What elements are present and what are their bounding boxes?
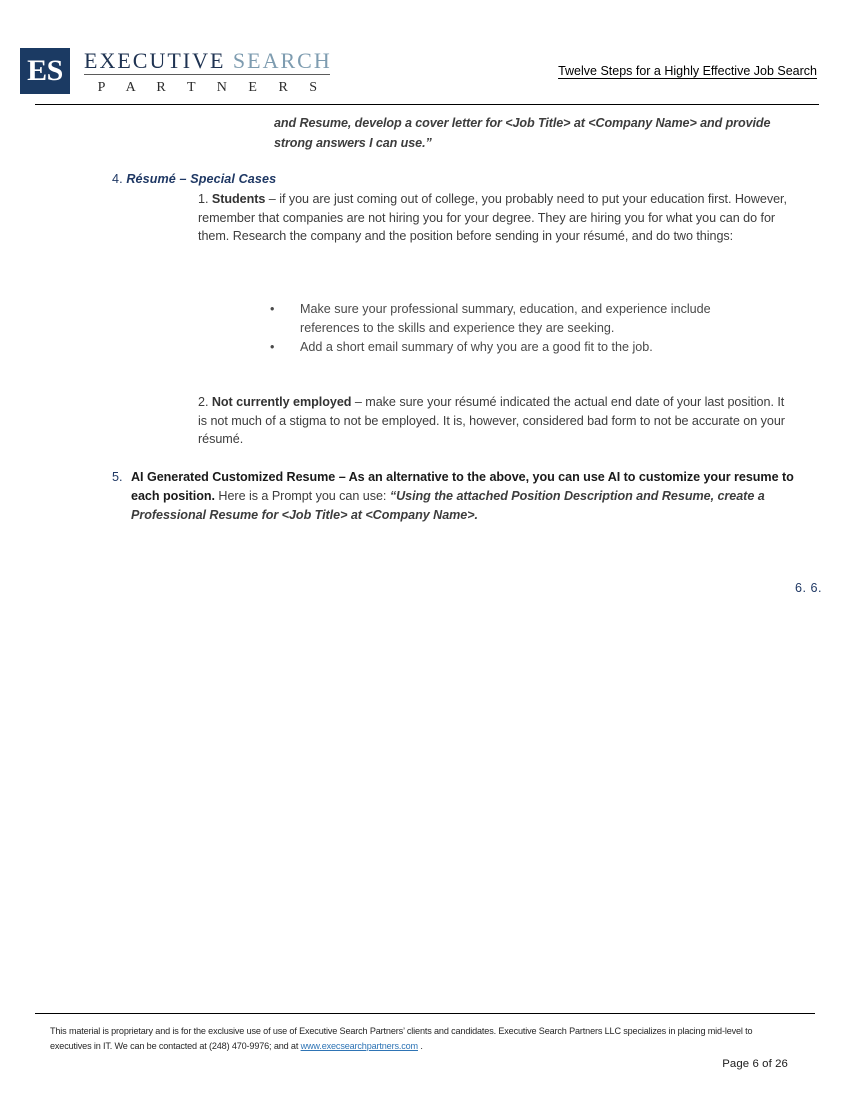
list-item-5-body	[112, 468, 795, 526]
list-item-4-heading	[112, 172, 276, 186]
logo-monogram-icon: ES	[20, 48, 70, 94]
list-item-5-italic-prompt: “Using the attached Position Description and Resume, create a Professional Resume for <Job Title> at <Company Name>.	[131, 489, 765, 523]
sub-item-2-lead: Not currently employed	[211, 395, 352, 409]
list-item	[270, 300, 740, 338]
logo-line-primary	[84, 49, 332, 73]
page-header	[0, 0, 850, 108]
stray-list-numbers: 6. 6.	[794, 581, 822, 595]
logo-word-search: SEARCH	[232, 48, 332, 73]
sub-item-2-paragraph	[198, 393, 795, 449]
footer-disclaimer-text: This material is proprietary and is for the exclusive use of use of Executive Search Partners’ clients and candidates. Executive Search Partners LLC specializes in placing mid-level to executives in IT. We can be contacted at (248) 470-9976; and at	[50, 1026, 753, 1051]
list-item-4-number: 4.	[112, 172, 123, 186]
footer-divider	[35, 1013, 815, 1014]
logo-wordmark	[84, 48, 332, 96]
list-item-5-paragraph	[112, 468, 795, 526]
header-divider	[35, 104, 819, 105]
continued-prompt-text: and Resume, develop a cover letter for <Job Title> at <Company Name> and provide strong answers I can use.”	[274, 116, 771, 150]
company-logo	[20, 48, 332, 96]
footer-website-link[interactable]: www.execsearchpartners.com	[300, 1040, 418, 1051]
logo-word-executive: EXECUTIVE	[84, 48, 226, 73]
page-footer	[0, 1000, 850, 1100]
sub-item-1-paragraph	[198, 190, 795, 246]
sub-item-1-text: – if you are just coming out of college, you probably need to put your education first. However, remember that companies are not hiring you for your degree. They are hiring you for what you can do for them. Research the company and the position before sending in your résumé, and do two things:	[198, 192, 787, 244]
page-number: Page 6 of 26	[722, 1058, 788, 1070]
sub-item-2-text: – make sure your résumé indicated the actual end date of your last position. It is not much of a stigma to not be employed. It is, however, considered bad form to not be accurate on your résumé.	[198, 395, 785, 447]
bullet-text: Add a short email summary of why you are a good fit to the job.	[300, 340, 653, 354]
bullet-icon: •	[270, 302, 275, 316]
sub-item-1-number: 1.	[198, 192, 209, 206]
list-item-5-plain: Here is a Prompt you can use:	[214, 489, 390, 504]
bullet-icon: •	[270, 340, 275, 354]
list-item	[270, 338, 740, 357]
bullet-text: Make sure your professional summary, education, and experience include references to the skills and experience they are seeking.	[300, 302, 711, 335]
list-item-5-bold-lead: AI Generated Customized Resume – As an alternative to the above, you can use AI to customize your resume to each position.	[131, 470, 794, 504]
logo-word-partners: P A R T N E R S	[97, 80, 327, 95]
sub-item-2-number: 2.	[198, 395, 209, 409]
footer-disclaimer-suffix: .	[417, 1040, 423, 1051]
sub-item-1-lead: Students	[211, 192, 266, 206]
list-item-5-number: 5.	[112, 470, 123, 484]
list-item-4-label: Résumé – Special Cases	[126, 172, 277, 186]
footer-disclaimer	[50, 1024, 770, 1053]
bullet-list	[270, 300, 740, 357]
header-document-title: Twelve Steps for a Highly Effective Job Search	[558, 64, 817, 78]
